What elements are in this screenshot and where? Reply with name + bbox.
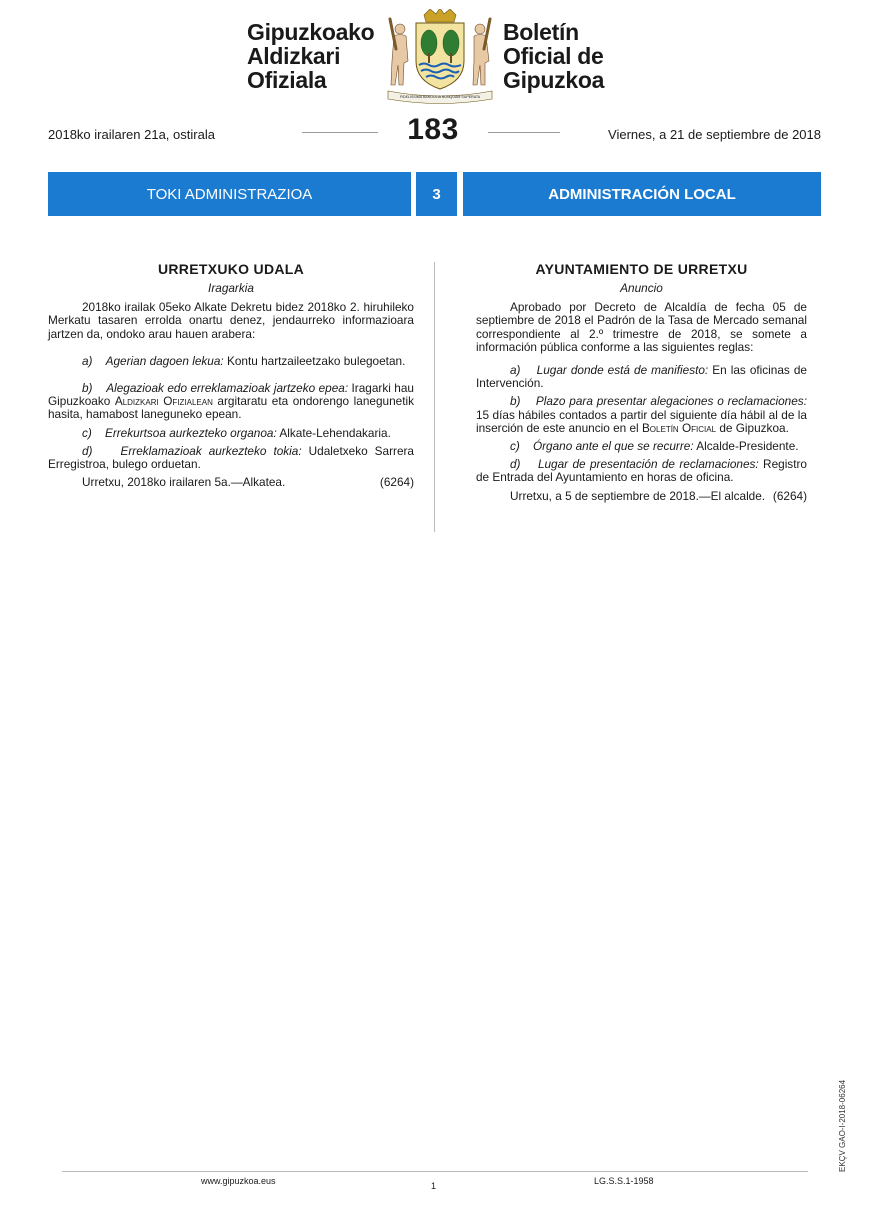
reference-number: (6264) [379,475,414,490]
announcement-intro: Aprobado por Decreto de Alcaldía de fecha 05 de septiembre de 2018 el Padrón de la Tasa de Mercado semanal correspondiente al 2.º trimestre de 2018, se somete a información pública conforme a las siguientes reglas: [476,300,807,354]
masthead-line: Oficial de [503,43,604,69]
issue-number: 183 [407,113,459,146]
basque-announcement [48,260,414,489]
date-basque: 2018ko irailaren 21a, ostirala [48,127,215,142]
document-code: EKÇV GAO-I-2018-06264 [838,1079,847,1172]
divider [302,132,378,133]
section-bar-spanish: ADMINISTRACIÓN LOCAL [463,172,821,216]
masthead-basque-title [247,20,374,92]
masthead-line: Ofiziala [247,67,327,93]
section-bar-basque: TOKI ADMINISTRAZIOA [48,172,411,216]
date-spanish: Viernes, a 21 de septiembre de 2018 [608,127,821,142]
masthead-line: Gipuzkoa [503,67,605,93]
column-divider [434,262,435,532]
divider [488,132,560,133]
masthead-line: Boletín [503,19,579,45]
spanish-announcement [476,260,807,503]
signature-line [48,476,414,489]
list-item: c) Errekurtsoa aurkezteko organoa: Alkate-Lehendakaria. [82,425,391,440]
announcement-title: AYUNTAMIENTO DE URRETXU [535,261,748,277]
masthead-spanish-title [503,20,604,92]
footer-divider [62,1171,808,1172]
gipuzkoa-coat-of-arms-logo [386,9,494,104]
legal-deposit: LG.S.S.1-1958 [594,1176,654,1186]
announcement-title: URRETXUKO UDALA [157,261,305,277]
signature: Urretxu, 2018ko irailaren 5a.—Alkatea. [82,475,286,490]
signature-line [476,490,807,503]
footer-website-link[interactable]: www.gipuzkoa.eus [201,1176,276,1186]
announcement-subtitle: Anuncio [620,281,663,295]
page-number: 1 [431,1181,437,1191]
masthead-line: Aldizkari [247,43,341,69]
signature: Urretxu, a 5 de septiembre de 2018.—El alcalde. [510,488,766,503]
list-item: d) Erreklamazioak aurkezteko tokia: Udaletxeko Sarrera Erregistroa, bulego orduetan. [48,443,414,472]
list-item: c) Órgano ante el que se recurre: Alcalde-Presidente. [510,439,799,454]
crest-motto: FIDELISSIMA BARDULIA NUNQUAM SUPERATA [399,95,481,99]
list-item: b) Plazo para presentar alegaciones o reclamaciones: 15 días hábiles contados a partir del siguiente día hábil al de la inserción de este anuncio en el Boletín Oficial de Gipuzkoa. [476,394,807,435]
section-number: 3 [416,172,457,216]
list-item: a) Agerian dagoen lekua: Kontu hartzaileetzako bulegoetan. [82,353,406,368]
list-item: a) Lugar donde está de manifiesto: En las oficinas de Intervención. [476,363,807,391]
list-item: b) Alegazioak edo erreklamazioak jartzeko epea: Iragarki hau Gipuzkoako Aldizkari Ofizialean argitaratu eta ondorengo lanegunetik hasita, hamabost laneguneko epean. [48,381,414,422]
reference-number: (6264) [772,488,807,503]
masthead-line: Gipuzkoako [247,19,375,45]
announcement-subtitle: Iragarkia [208,281,254,295]
list-item: d) Lugar de presentación de reclamaciones: Registro de Entrada del Ayuntamiento en horas de oficina. [476,457,807,485]
announcement-intro: 2018ko irailak 05eko Alkate Dekretu bidez 2018ko 2. hiruhileko Merkatu tasaren errolda onartu denez, jendaurreko informazioara jartzen da, ondoko arau hauen arabera: [48,300,414,341]
